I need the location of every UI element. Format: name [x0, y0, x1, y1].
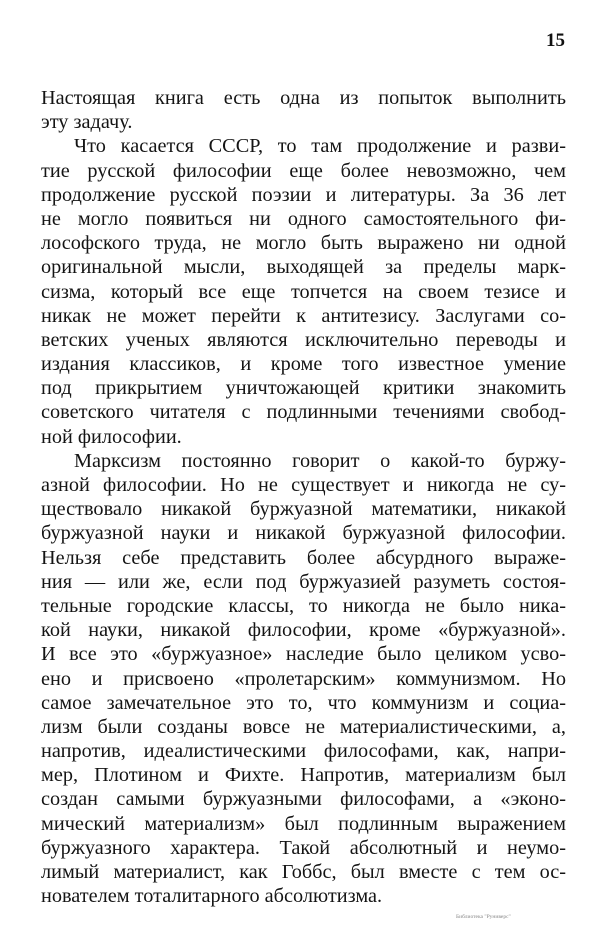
text-line: буржуазного характера. Такой абсолютный и неумо-	[41, 836, 566, 859]
text-line: под прикрытием уничтожающей критики знакомить	[41, 377, 566, 400]
text-line: напротив, идеалистическими философами, как, напри-	[41, 740, 566, 763]
text-line: кой науки, никакой философии, кроме «буржуазной».	[41, 619, 566, 642]
text-line: ветских ученых являются исключительно переводы и	[41, 328, 566, 351]
text-line: мер, Плотином и Фихте. Напротив, материализм был	[41, 764, 566, 787]
text-line: никак не может перейти к антитезису. Заслугами со-	[41, 304, 566, 327]
text-line: ено и присвоено «пролетарским» коммунизмом. Но	[41, 667, 566, 690]
text-line: продолжение русской поэзии и литературы. За 36 лет	[41, 183, 566, 206]
text-line: оригинальной мысли, выходящей за пределы марк-	[41, 256, 566, 279]
text-line: лимый материалист, как Гоббс, был вместе с тем ос-	[41, 861, 566, 883]
text-line: Марксизм постоянно говорит о какой-то буржу-	[74, 449, 566, 472]
text-line: лософского труда, не могло быть выражено ни одной	[41, 232, 566, 255]
text-line: Настоящая книга есть одна из попыток выполнить	[41, 87, 566, 109]
text-line: Что касается СССР, то там продолжение и разви-	[74, 135, 566, 158]
paragraph	[41, 86, 566, 134]
page-number: 15	[546, 30, 565, 51]
text-line: тельные городские классы, то никогда не было ника-	[41, 594, 566, 617]
text-line: ществовало никакой буржуазной математики, никакой	[41, 498, 566, 521]
text-line: тие русской философии еще более невозможно, чем	[41, 159, 566, 182]
paragraph	[41, 134, 566, 448]
text-line: советского читателя с подлинными течениями свобод-	[41, 401, 566, 424]
text-line: азной философии. Но не существует и никогда не су-	[41, 474, 566, 496]
text-line: нователем тоталитарного абсолютизма.	[41, 885, 383, 908]
text-line: мический материализм» был подлинным выражением	[41, 812, 566, 835]
text-line: издания классиков, и кроме того известное умение	[41, 353, 566, 376]
library-credit: Библиотека "Руниверс"	[456, 914, 511, 920]
body-text	[41, 86, 566, 908]
text-line: ния — или же, если под буржуазией разуметь состоя-	[41, 570, 566, 593]
text-line: не могло появиться ни одного самостоятельного фи-	[41, 207, 566, 230]
text-line: Нельзя себе представить более абсурдного выраже-	[41, 546, 566, 569]
text-line: И все это «буржуазное» наследие было целиком усво-	[41, 643, 566, 666]
text-line: сизма, который все еще топчется на своем тезисе и	[41, 280, 566, 303]
paragraph	[41, 449, 566, 909]
text-line: лизм были созданы вовсе не материалистическими, а,	[41, 715, 566, 738]
text-line: самое замечательное это то, что коммунизм и социа-	[41, 691, 566, 714]
text-line: создан самыми буржуазными философами, а «эконо-	[41, 788, 566, 811]
text-line: эту задачу.	[41, 111, 133, 134]
text-line: ной философии.	[41, 425, 182, 448]
text-line: буржуазной науки и никакой буржуазной философии.	[41, 522, 566, 545]
